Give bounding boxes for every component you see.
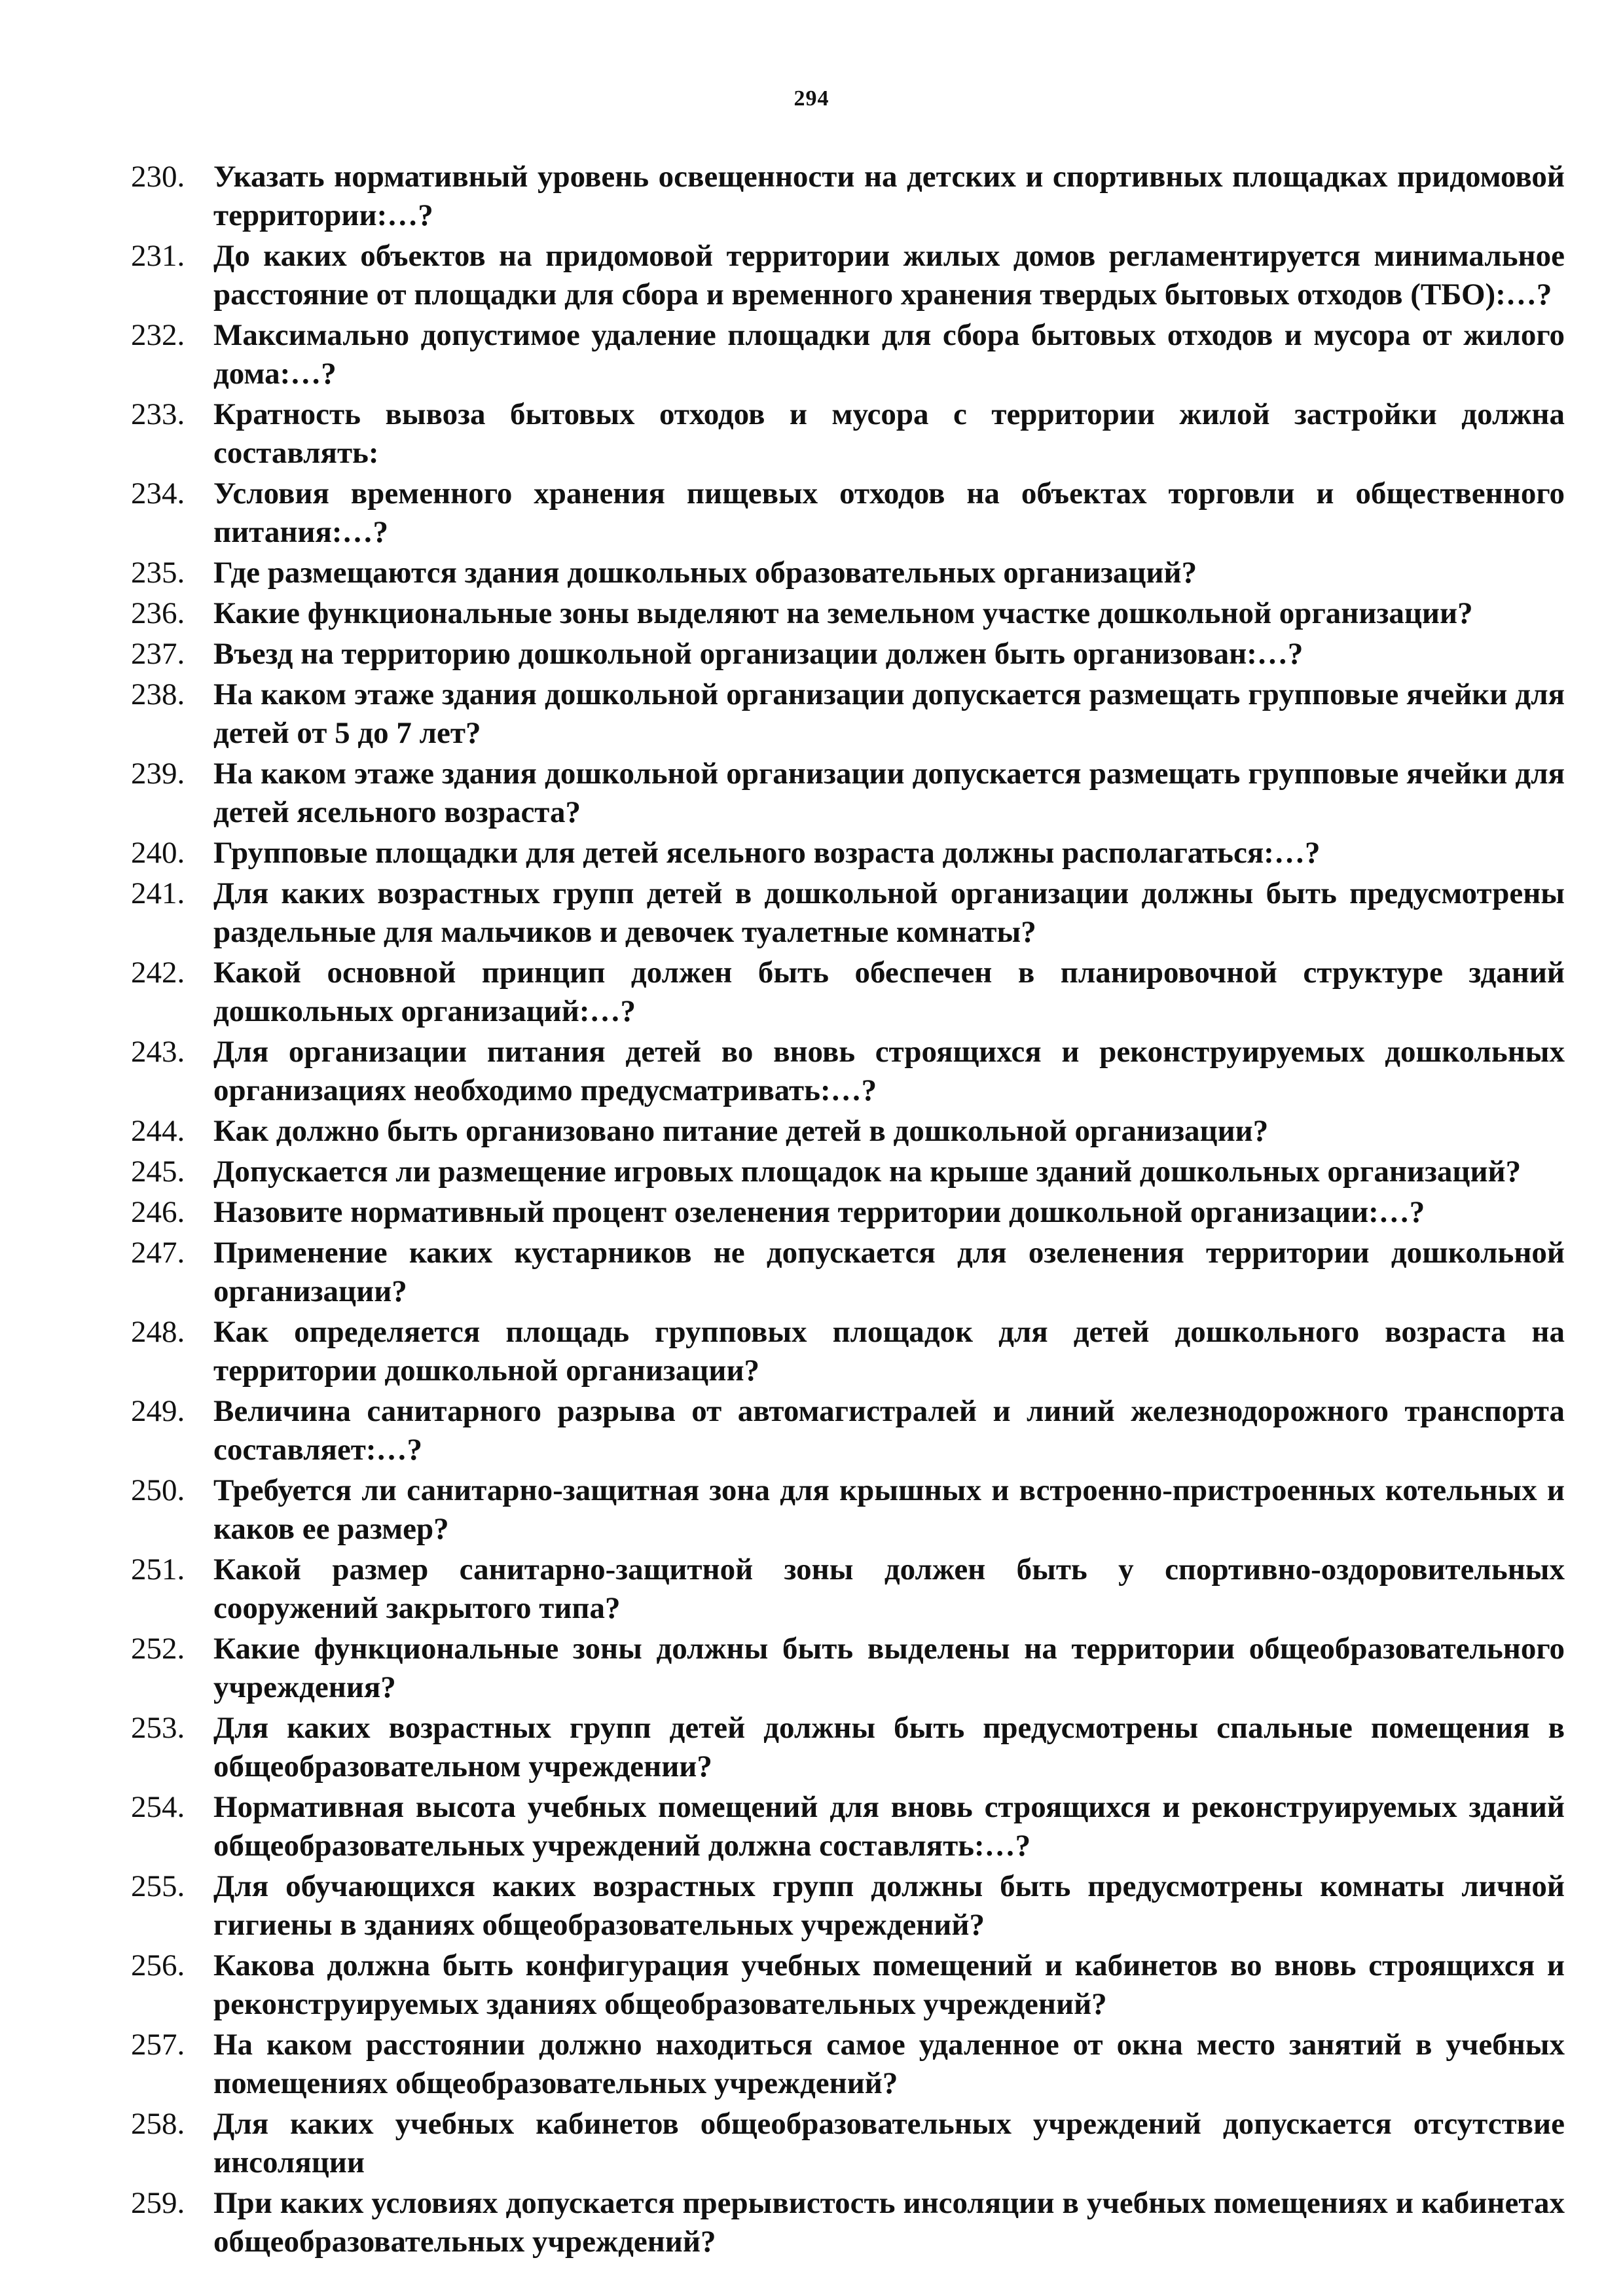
question-text: Допускается ли размещение игровых площадок на крыше зданий дошкольных организаций? xyxy=(213,1155,1522,1189)
question-item xyxy=(131,158,1565,235)
question-item xyxy=(131,1153,1565,1191)
question-text: Для каких возрастных групп детей в дошкольной организации должны быть предусмотрены раздельные для мальчиков и девочек туалетные комнаты? xyxy=(213,876,1565,949)
question-number: 232. xyxy=(131,318,185,352)
question-item xyxy=(131,675,1565,753)
question-number: 254. xyxy=(131,1790,185,1824)
question-number: 238. xyxy=(131,677,185,711)
question-number: 255. xyxy=(131,1869,185,1903)
question-text: Требуется ли санитарно-защитная зона для крышных и встроенно-пристроенных котельных и каков ее размер? xyxy=(213,1473,1565,1546)
question-item xyxy=(131,635,1565,673)
question-item xyxy=(131,1234,1565,1311)
question-item xyxy=(131,1392,1565,1469)
question-item xyxy=(131,755,1565,832)
question-number: 235. xyxy=(131,556,185,590)
question-item xyxy=(131,1112,1565,1151)
question-number: 245. xyxy=(131,1155,185,1189)
question-number: 248. xyxy=(131,1315,185,1349)
question-item xyxy=(131,1313,1565,1390)
question-item xyxy=(131,1788,1565,1865)
question-text: Какой основной принцип должен быть обеспечен в планировочной структуре зданий дошкольных организаций:…? xyxy=(213,956,1565,1028)
question-text: Максимально допустимое удаление площадки для сбора бытовых отходов и мусора от жилого дома:…? xyxy=(213,318,1565,391)
question-item xyxy=(131,874,1565,952)
question-number: 253. xyxy=(131,1711,185,1745)
question-number: 240. xyxy=(131,836,185,870)
question-text: Какой размер санитарно-защитной зоны должен быть у спортивно-оздоровительных сооружений закрытого типа? xyxy=(213,1552,1565,1625)
question-number: 244. xyxy=(131,1114,185,1148)
question-number: 250. xyxy=(131,1473,185,1507)
question-item xyxy=(131,475,1565,552)
question-item xyxy=(131,1193,1565,1232)
question-number: 247. xyxy=(131,1236,185,1270)
question-item xyxy=(131,1551,1565,1628)
question-text: Нормативная высота учебных помещений для вновь строящихся и реконструируемых зданий общеобразовательных учреждений должна составлять:…? xyxy=(213,1790,1565,1863)
question-item xyxy=(131,2105,1565,2182)
question-item xyxy=(131,2026,1565,2103)
question-text: Какова должна быть конфигурация учебных помещений и кабинетов во вновь строящихся и реконструируемых зданиях общеобразовательных учреждений? xyxy=(213,1948,1565,2021)
question-text: Для обучающихся каких возрастных групп должны быть предусмотрены комнаты личной гигиены в зданиях общеобразовательных учреждений? xyxy=(213,1869,1565,1942)
question-number: 249. xyxy=(131,1394,185,1428)
question-number: 236. xyxy=(131,596,185,630)
question-text: Условия временного хранения пищевых отходов на объектах торговли и общественного питания:…? xyxy=(213,476,1565,549)
question-item xyxy=(131,1033,1565,1110)
question-text: Групповые площадки для детей ясельного возраста должны располагаться:…? xyxy=(213,836,1321,870)
question-number: 258. xyxy=(131,2107,185,2141)
question-text: Кратность вывоза бытовых отходов и мусора с территории жилой застройки должна составлять: xyxy=(213,397,1565,470)
question-text: Какие функциональные зоны выделяют на земельном участке дошкольной организации? xyxy=(213,596,1473,630)
question-item xyxy=(131,395,1565,473)
question-number: 251. xyxy=(131,1552,185,1587)
question-text: Указать нормативный уровень освещенности на детских и спортивных площадках придомовой территории:…? xyxy=(213,160,1565,232)
question-item xyxy=(131,1709,1565,1786)
question-number: 242. xyxy=(131,956,185,990)
question-item xyxy=(131,1630,1565,1707)
question-text: Где размещаются здания дошкольных образовательных организаций? xyxy=(213,556,1197,590)
question-number: 257. xyxy=(131,2028,185,2062)
question-text: Въезд на территорию дошкольной организации должен быть организован:…? xyxy=(213,637,1304,671)
question-number: 241. xyxy=(131,876,185,910)
question-item xyxy=(131,1867,1565,1945)
question-item xyxy=(131,954,1565,1031)
question-item xyxy=(131,237,1565,314)
question-text: На каком этаже здания дошкольной организации допускается размещать групповые ячейки для детей от 5 до 7 лет? xyxy=(213,677,1565,750)
question-number: 252. xyxy=(131,1632,185,1666)
question-number: 234. xyxy=(131,476,185,511)
question-number: 233. xyxy=(131,397,185,431)
question-text: Применение каких кустарников не допускается для озеленения территории дошкольной организации? xyxy=(213,1236,1565,1308)
question-text: Для каких возрастных групп детей должны быть предусмотрены спальные помещения в общеобразовательном учреждении? xyxy=(213,1711,1565,1784)
question-item xyxy=(131,834,1565,872)
question-item xyxy=(131,2184,1565,2261)
question-text: На каком этаже здания дошкольной организации допускается размещать групповые ячейки для детей ясельного возраста? xyxy=(213,757,1565,829)
question-number: 230. xyxy=(131,160,185,194)
question-number: 246. xyxy=(131,1195,185,1229)
question-number: 239. xyxy=(131,757,185,791)
question-text: До каких объектов на придомовой территории жилых домов регламентируется минимальное расстояние от площадки для сбора и временного хранения твердых бытовых отходов (ТБО):…? xyxy=(213,239,1565,312)
question-number: 256. xyxy=(131,1948,185,1982)
question-item xyxy=(131,554,1565,592)
question-number: 231. xyxy=(131,239,185,273)
question-text: Какие функциональные зоны должны быть выделены на территории общеобразовательного учреждения? xyxy=(213,1632,1565,1704)
question-text: Для организации питания детей во вновь строящихся и реконструируемых дошкольных организациях необходимо предусматривать:…? xyxy=(213,1035,1565,1107)
question-text: Как должно быть организовано питание детей в дошкольной организации? xyxy=(213,1114,1269,1148)
question-item xyxy=(131,594,1565,633)
question-text: Величина санитарного разрыва от автомагистралей и линий железнодорожного транспорта составляет:…? xyxy=(213,1394,1565,1467)
question-text: Как определяется площадь групповых площадок для детей дошкольного возраста на территории дошкольной организации? xyxy=(213,1315,1565,1388)
question-item xyxy=(131,1471,1565,1549)
question-number: 237. xyxy=(131,637,185,671)
question-text: На каком расстоянии должно находиться самое удаленное от окна место занятий в учебных помещениях общеобразовательных учреждений? xyxy=(213,2028,1565,2100)
question-text: Назовите нормативный процент озеленения территории дошкольной организации:…? xyxy=(213,1195,1425,1229)
question-text: Для каких учебных кабинетов общеобразовательных учреждений допускается отсутствие инсоляции xyxy=(213,2107,1565,2179)
question-list xyxy=(131,158,1565,2263)
question-number: 243. xyxy=(131,1035,185,1069)
question-item xyxy=(131,316,1565,393)
question-number: 259. xyxy=(131,2186,185,2220)
question-text: При каких условиях допускается прерывистость инсоляции в учебных помещениях и кабинетах общеобразовательных учреждений? xyxy=(213,2186,1565,2259)
page-number: 294 xyxy=(793,86,830,111)
question-item xyxy=(131,1946,1565,2024)
